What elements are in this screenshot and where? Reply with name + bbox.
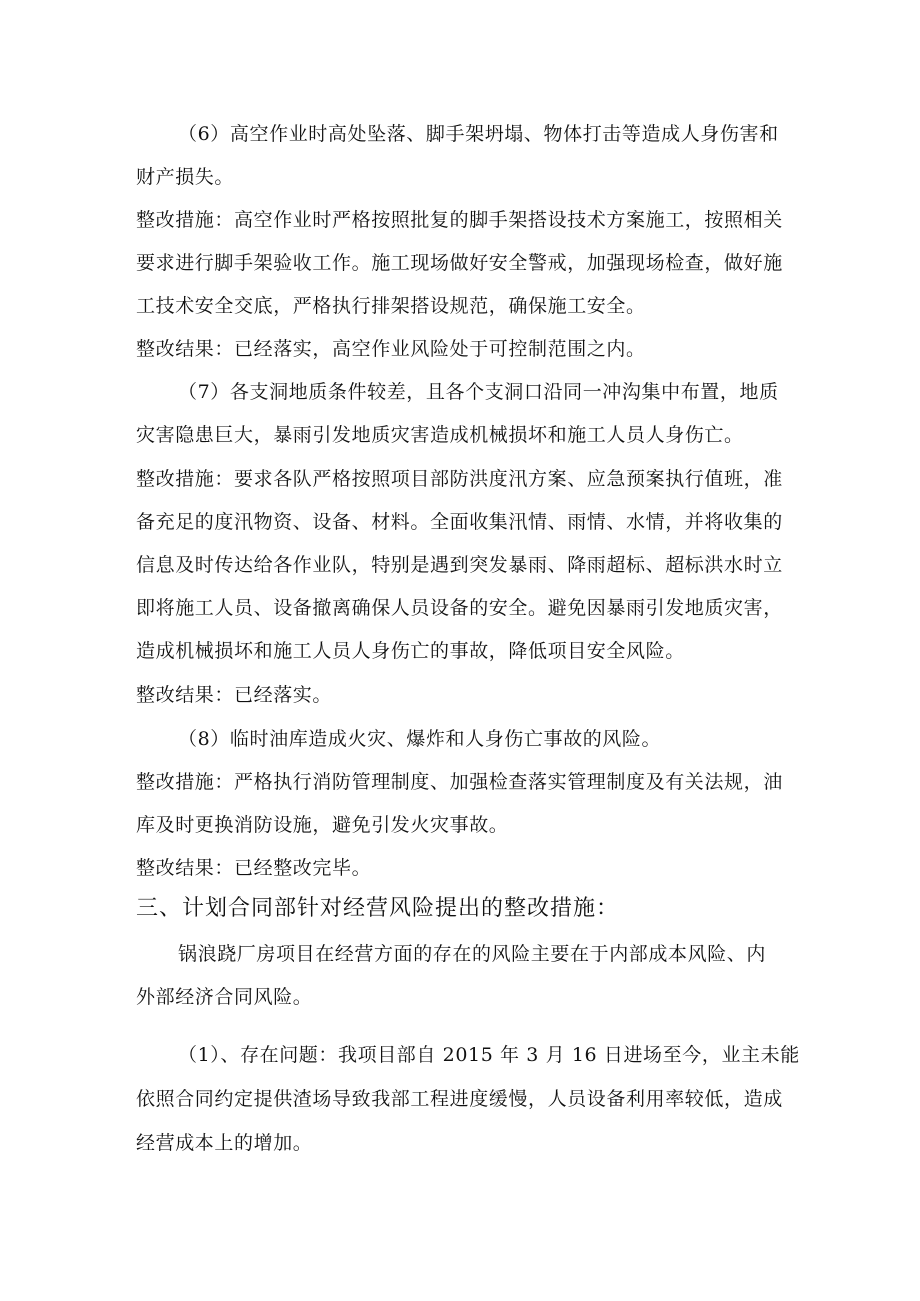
- item-6-measures-line-1: 整改措施：高空作业时严格按照批复的脚手架搭设技术方案施工，按照相关: [136, 209, 783, 231]
- item-6-measures-line-2: 要求进行脚手架验收工作。施工现场做好安全警戒，加强现场检查，做好施: [136, 252, 783, 274]
- section-3-intro-line-1: 锅浪跷厂房项目在经营方面的存在的风险主要在于内部成本风险、内: [178, 943, 767, 965]
- item-8-measures-line-2: 库及时更换消防设施，避免引发火灾事故。: [136, 814, 509, 836]
- item-7-title-line-2: 灾害隐患巨大，暴雨引发地质灾害造成机械损坏和施工人员人身伤亡。: [136, 424, 744, 446]
- item-7-result: 整改结果：已经落实。: [136, 684, 333, 706]
- item-7-measures-line-3: 信息及时传达给各作业队，特别是遇到突发暴雨、降雨超标、超标洪水时立: [136, 554, 783, 576]
- problem-1-line-3: 经营成本上的增加。: [136, 1132, 313, 1154]
- item-8-measures-line-1: 整改措施：严格执行消防管理制度、加强检查落实管理制度及有关法规，油: [136, 771, 783, 793]
- problem-1-line-2: 依照合同约定提供渣场导致我部工程进度缓慢，人员设备利用率较低，造成: [136, 1088, 783, 1110]
- item-8-title: （8）临时油库造成火灾、爆炸和人身伤亡事故的风险。: [178, 728, 662, 750]
- item-7-measures-line-4: 即将施工人员、设备撤离确保人员设备的安全。避免因暴雨引发地质灾害，: [136, 597, 783, 619]
- item-6-title-line-2: 财产损失。: [136, 166, 235, 188]
- item-6-result: 整改结果：已经落实，高空作业风险处于可控制范围之内。: [136, 338, 646, 360]
- item-6-title-line-1: （6）高空作业时高处坠落、脚手架坍塌、物体打击等造成人身伤害和: [178, 123, 779, 145]
- item-7-title-line-1: （7）各支洞地质条件较差，且各个支洞口沿同一冲沟集中布置，地质: [178, 381, 779, 403]
- problem-1-line-1: （1）、存在问题：我项目部自 2015 年 3 月 16 日进场至今，业主未能: [178, 1044, 800, 1066]
- section-3-heading: 三、计划合同部针对经营风险提出的整改措施：: [136, 896, 620, 921]
- item-8-result: 整改结果：已经整改完毕。: [136, 857, 372, 879]
- section-3-intro-line-2: 外部经济合同风险。: [136, 986, 313, 1008]
- item-6-measures-line-3: 工技术安全交底，严格执行排架搭设规范，确保施工安全。: [136, 295, 646, 317]
- item-7-measures-line-5: 造成机械损坏和施工人员人身伤亡的事故，降低项目安全风险。: [136, 640, 685, 662]
- item-7-measures-line-2: 备充足的度汛物资、设备、材料。全面收集汛情、雨情、水情，并将收集的: [136, 511, 783, 533]
- item-7-measures-line-1: 整改措施：要求各队严格按照项目部防洪度汛方案、应急预案执行值班，准: [136, 468, 783, 490]
